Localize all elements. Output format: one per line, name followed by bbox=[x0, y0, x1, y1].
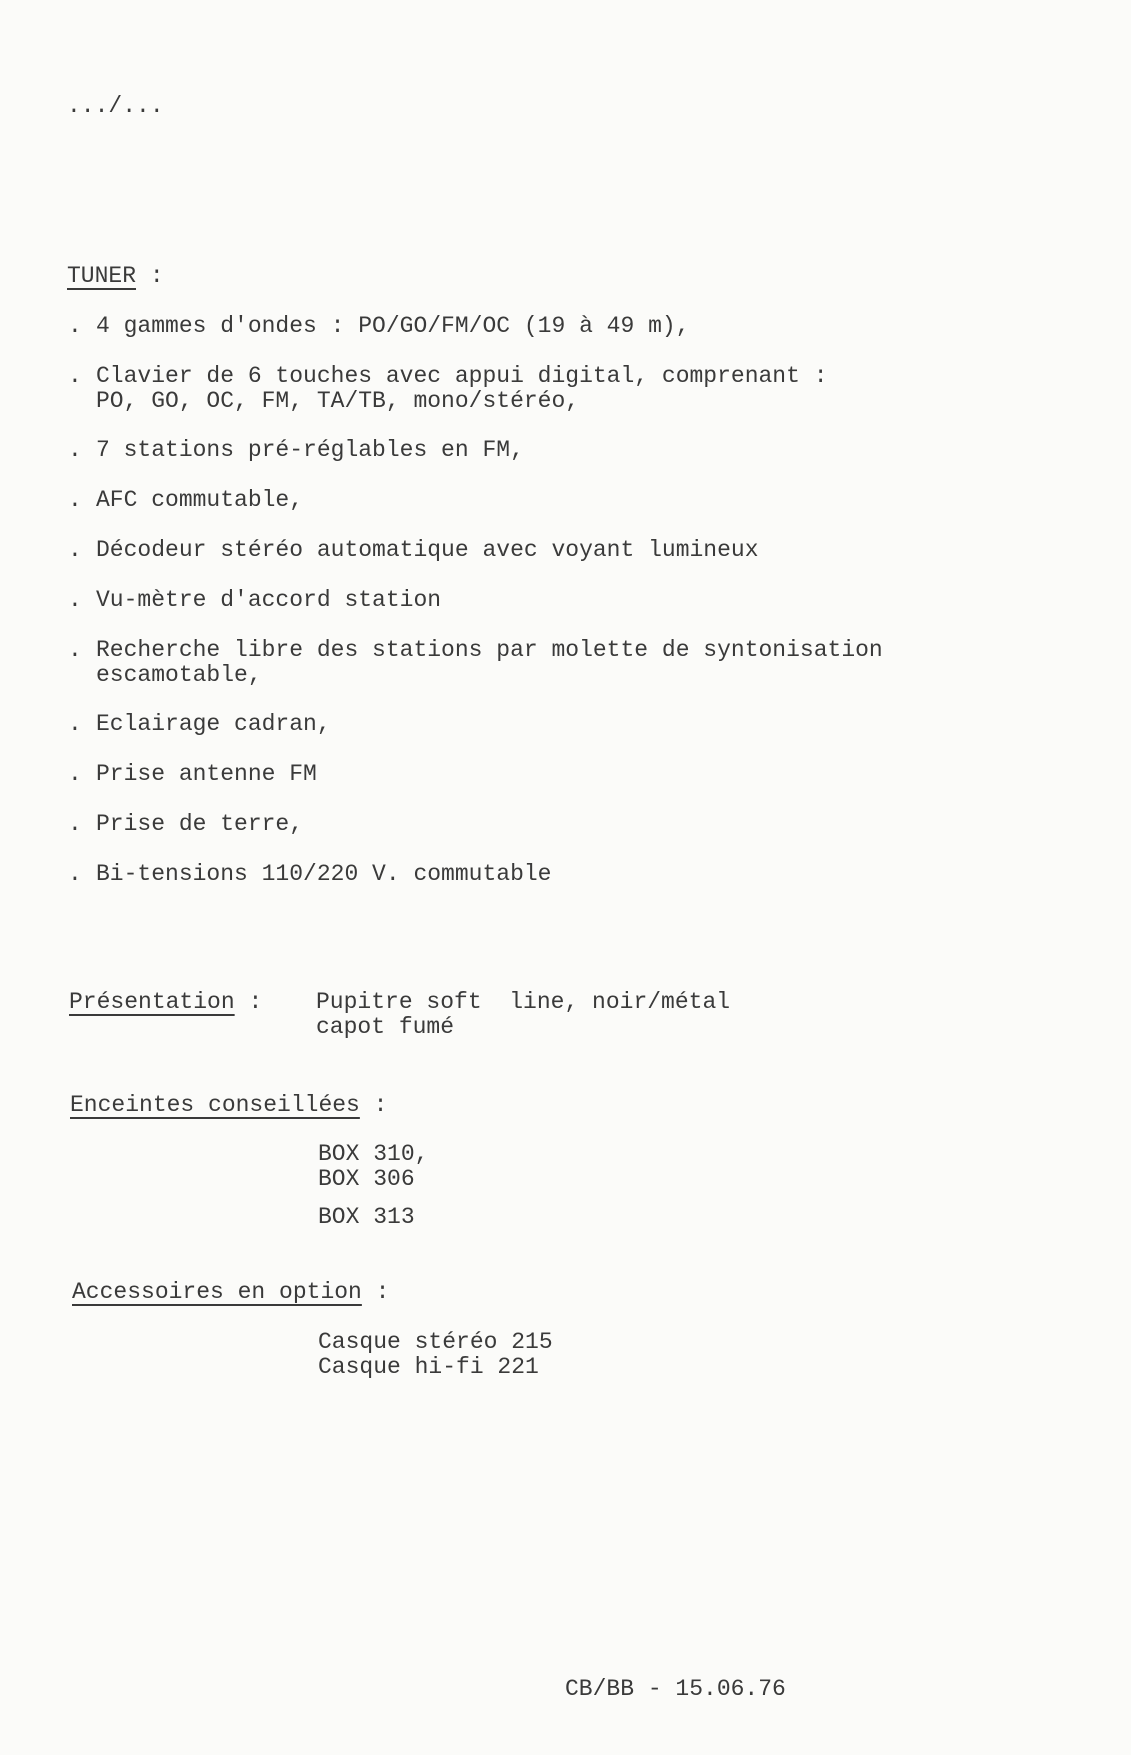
bullet-dot: . bbox=[68, 363, 82, 389]
continuation-mark: .../... bbox=[67, 93, 164, 119]
presentation-colon: : bbox=[234, 989, 263, 1015]
presentation-label: Présentation bbox=[69, 989, 235, 1015]
tuner-feature-text-continued: PO, GO, OC, FM, TA/TB, mono/stéréo, bbox=[96, 388, 580, 414]
accessoire-item: Casque hi-fi 221 bbox=[318, 1354, 539, 1380]
tuner-feature-text: Eclairage cadran, bbox=[96, 711, 331, 737]
tuner-feature-text-continued: escamotable, bbox=[96, 662, 262, 688]
tuner-feature-text: 7 stations pré-réglables en FM, bbox=[96, 437, 524, 463]
tuner-feature-text: Prise de terre, bbox=[96, 811, 304, 837]
bullet-dot: . bbox=[68, 761, 82, 787]
tuner-feature-text: Recherche libre des stations par molette de syntonisation bbox=[96, 637, 883, 663]
tuner-feature-item bbox=[68, 762, 1068, 787]
bullet-dot: . bbox=[68, 537, 82, 563]
tuner-feature-item bbox=[68, 862, 1068, 887]
enceinte-item: BOX 310, bbox=[318, 1141, 429, 1167]
accessoire-item: Casque stéréo 215 bbox=[318, 1329, 553, 1355]
bullet-dot: . bbox=[68, 637, 82, 663]
bullet-dot: . bbox=[68, 437, 82, 463]
tuner-feature-item bbox=[68, 438, 1068, 463]
bullet-dot: . bbox=[68, 861, 82, 887]
enceintes-label: Enceintes conseillées bbox=[70, 1092, 360, 1118]
tuner-feature-item bbox=[68, 488, 1068, 513]
tuner-feature-text: AFC commutable, bbox=[96, 487, 304, 513]
accessoires-label-line bbox=[72, 1280, 389, 1305]
tuner-heading: TUNER bbox=[67, 263, 137, 289]
tuner-heading-line bbox=[67, 264, 164, 289]
presentation-line-1: Pupitre soft line, noir/métal bbox=[316, 989, 731, 1015]
tuner-heading-colon: : bbox=[136, 263, 164, 289]
accessoires-colon: : bbox=[361, 1279, 390, 1305]
presentation-line-2: capot fumé bbox=[316, 1014, 455, 1040]
bullet-dot: . bbox=[68, 313, 82, 339]
bullet-dot: . bbox=[68, 487, 82, 513]
enceinte-item: BOX 306 bbox=[318, 1166, 415, 1192]
tuner-feature-text: Décodeur stéréo automatique avec voyant lumineux bbox=[96, 537, 759, 563]
tuner-feature-item bbox=[68, 364, 1068, 414]
bullet-dot: . bbox=[68, 711, 82, 737]
tuner-feature-item bbox=[68, 712, 1068, 737]
tuner-feature-item bbox=[68, 538, 1068, 563]
bullet-dot: . bbox=[68, 587, 82, 613]
accessoires-label: Accessoires en option bbox=[72, 1279, 362, 1305]
footer-reference: CB/BB - 15.06.76 bbox=[565, 1676, 786, 1702]
tuner-feature-text: 4 gammes d'ondes : PO/GO/FM/OC (19 à 49 m), bbox=[96, 313, 690, 339]
tuner-feature-text: Clavier de 6 touches avec appui digital, comprenant : bbox=[96, 363, 828, 389]
tuner-feature-item bbox=[68, 314, 1068, 339]
bullet-dot: . bbox=[68, 811, 82, 837]
tuner-feature-item bbox=[68, 638, 1068, 688]
enceinte-item: BOX 313 bbox=[318, 1204, 415, 1230]
tuner-feature-text: Prise antenne FM bbox=[96, 761, 317, 787]
enceintes-label-line bbox=[70, 1093, 387, 1118]
tuner-feature-item bbox=[68, 588, 1068, 613]
tuner-feature-item bbox=[68, 812, 1068, 837]
tuner-feature-text: Bi-tensions 110/220 V. commutable bbox=[96, 861, 552, 887]
enceintes-colon: : bbox=[359, 1092, 388, 1118]
presentation-label-line bbox=[69, 990, 262, 1015]
tuner-feature-text: Vu-mètre d'accord station bbox=[96, 587, 442, 613]
